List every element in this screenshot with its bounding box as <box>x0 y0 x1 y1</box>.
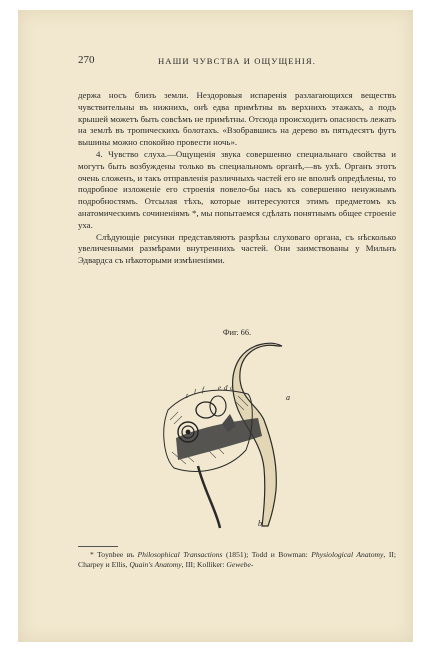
label-a: a <box>286 393 290 402</box>
footnote-mid-1: (1851); Todd и Bowman: <box>222 550 312 559</box>
page-number: 270 <box>78 54 95 66</box>
footnote-prefix: * Toynbee въ <box>90 550 138 559</box>
running-title: НАШИ ЧУВСТВА И ОЩУЩЕНІЯ. <box>158 56 316 66</box>
label-l: l <box>194 388 196 396</box>
footnote-mid-3: , III; Kolliker: <box>181 560 227 569</box>
page-header <box>78 54 396 68</box>
footnote-mid-2: , II; Charpey и Ellis, <box>78 550 396 569</box>
footnote-title-3: Quain's Anatomy <box>129 560 182 569</box>
book-page <box>18 10 413 642</box>
label-f: f <box>202 386 204 394</box>
paragraph-2: 4. Чувство слуха.—Ощущенія звука совершенно специальнаго свойства и могутъ быть возбуждены только въ специальномъ органѣ,—въ ухѣ. Органъ этотъ очень сложенъ, и такъ отправленія различныхъ частей его не вполнѣ опредѣлены, то подробное изложеніе его строенія повело-бы насъ къ совершенно ненужнымъ подробностямъ. Отсылая тѣхъ, которые интересуются этимъ предметомъ къ анатомическимъ сочиненіямъ *, мы попытаемся сдѣлать понятнымъ общее строеніе уха. <box>78 148 396 230</box>
eustachian-tube <box>198 466 220 528</box>
footnote-title-2: Physiological Anatomy <box>311 550 384 559</box>
semicircular-canal-2 <box>210 396 226 416</box>
paragraph-1: держа носъ близъ земли. Нездоровыя испаренія разлагающихся веществъ чувствительны въ нижнихъ, онѣ едва примѣтны въ верхнихъ этажахъ, а подъ крышей можетъ быть совсѣмъ не примѣтны. Отсюда происходитъ опасность лежать на землѣ въ тропическихъ болотахъ. «Взобравшись на дерево въ пятьдесятъ футъ вышины можно спокойно провести ночь». <box>78 90 396 148</box>
footnote-title-4: Gewebe- <box>226 560 254 569</box>
paragraph-3: Слѣдующіе рисунки представляютъ разрѣзы слуховаго органа, съ нѣсколько увеличенными размѣрами внутреннихъ частей. Они заимствованы у Мильнъ Эдвардса съ нѣкоторыми измѣненіями. <box>78 231 396 266</box>
footnote-title-1: Philosophical Transactions <box>137 550 223 559</box>
label-t: t <box>186 392 188 400</box>
label-e: e <box>218 384 222 392</box>
label-b: b <box>258 519 262 528</box>
label-d: d <box>224 384 228 392</box>
ear-section-drawing <box>158 340 308 530</box>
figure-caption: Фиг. 66. <box>222 328 252 337</box>
cochlea-center <box>186 430 191 435</box>
body-text <box>78 90 396 267</box>
footnote <box>78 550 396 570</box>
ear-illustration <box>158 340 308 535</box>
label-c: c <box>230 384 234 392</box>
semicircular-canal <box>196 402 216 418</box>
footnote-rule <box>78 546 118 547</box>
